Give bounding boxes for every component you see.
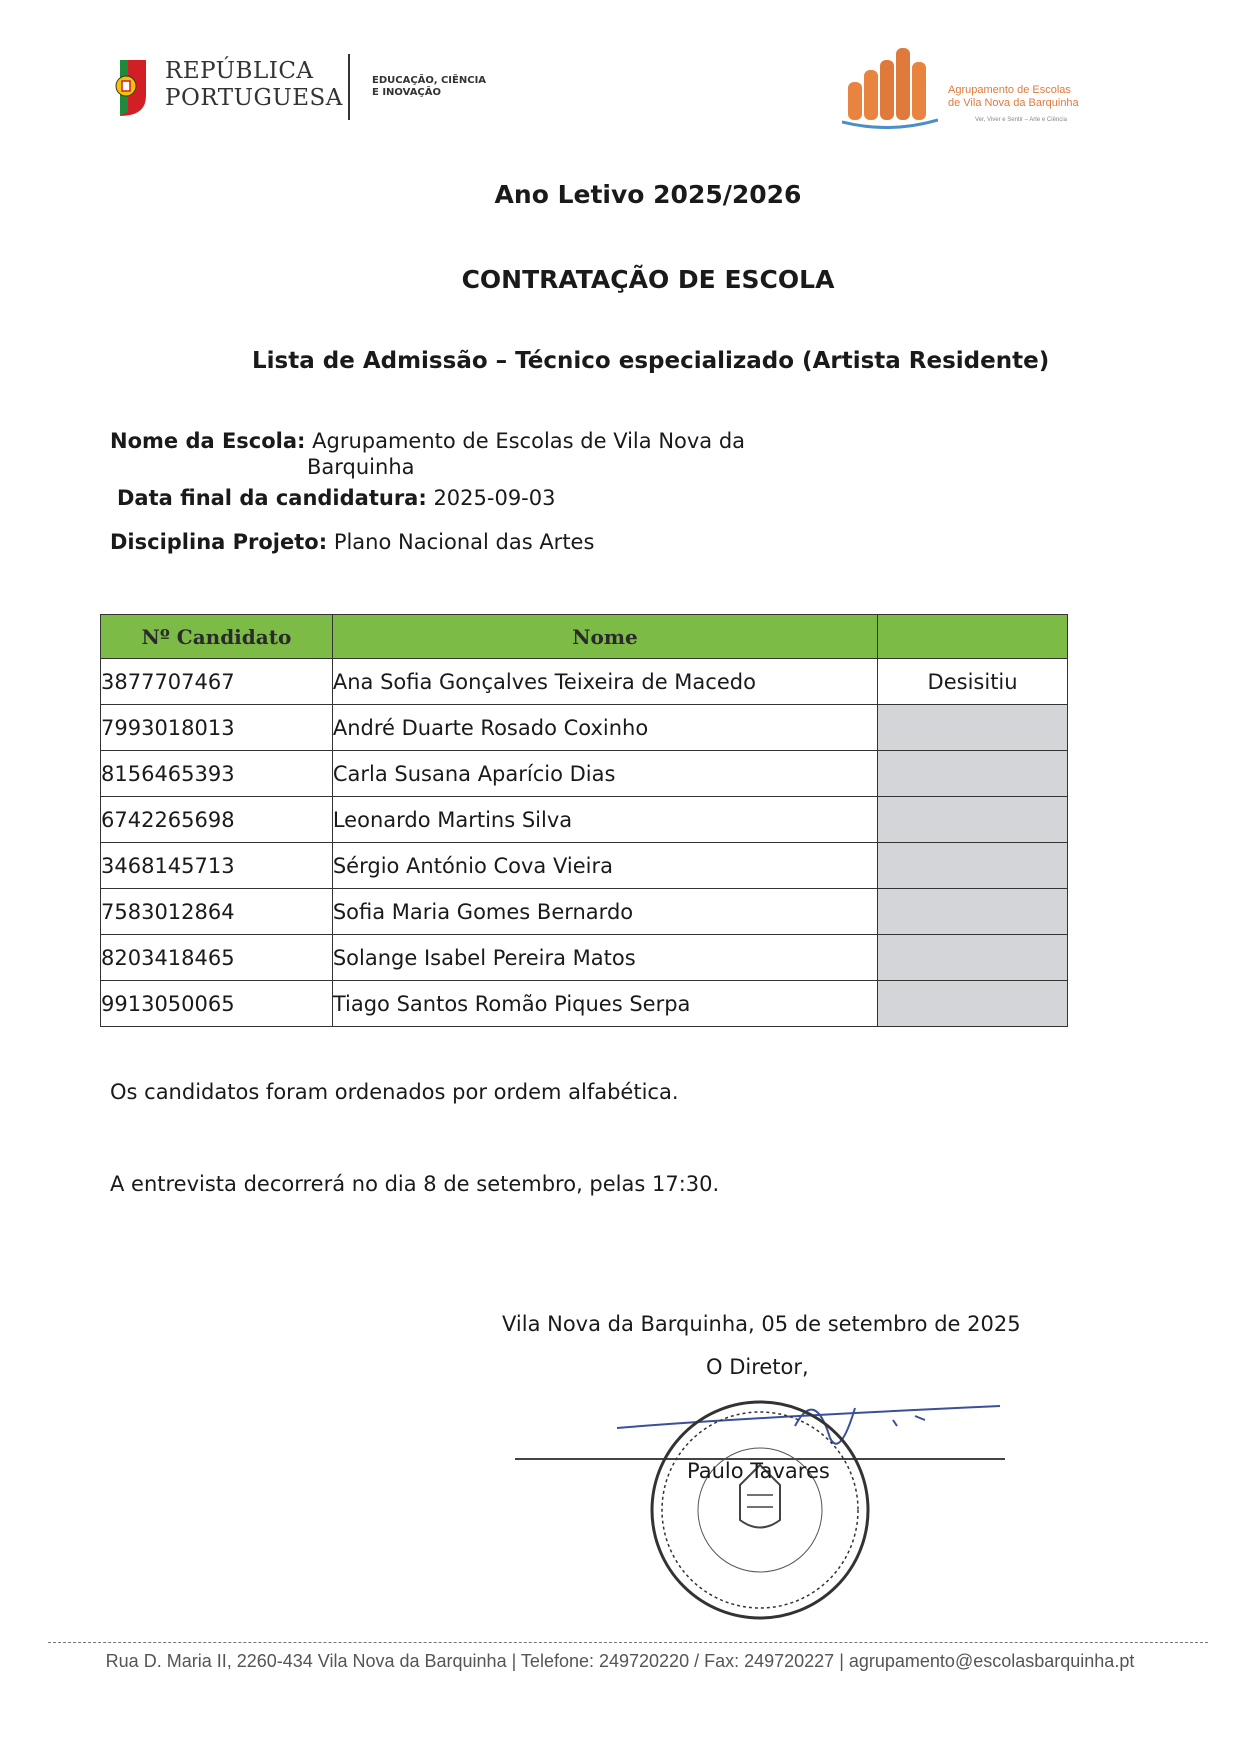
school-year: Ano Letivo 2025/2026 (494, 180, 802, 209)
candidate-name: Leonardo Martins Silva (332, 797, 877, 843)
candidate-status (878, 751, 1068, 797)
table-row (101, 659, 1068, 705)
candidate-number: 3468145713 (101, 843, 333, 889)
school-value-line-2: Barquinha (307, 455, 415, 479)
candidate-number: 9913050065 (101, 981, 333, 1027)
signatory-name: Paulo Tavares (687, 1459, 830, 1483)
school-logo-line-2: de Vila Nova da Barquinha (948, 97, 1079, 109)
candidates-table (100, 614, 1068, 1027)
header-name: Nome (332, 615, 877, 659)
ministry-line-2: E INOVAÇÃO (372, 87, 442, 98)
ministry-name (372, 75, 486, 99)
republica-portuguesa-logo (106, 56, 154, 120)
table-row (101, 751, 1068, 797)
school-group-logo (842, 42, 938, 132)
list-subtitle: Lista de Admissão – Técnico especializado (Artista Residente) (252, 348, 1050, 374)
deadline-value: 2025-09-03 (433, 486, 556, 510)
header-status (878, 615, 1068, 659)
table-row (101, 797, 1068, 843)
order-note: Os candidatos foram ordenados por ordem alfabética. (110, 1080, 679, 1104)
candidate-number: 8156465393 (101, 751, 333, 797)
table-row (101, 889, 1068, 935)
candidate-name: Tiago Santos Romão Piques Serpa (332, 981, 877, 1027)
header-candidate-number: Nº Candidato (101, 615, 333, 659)
table-header-row (101, 615, 1068, 659)
candidate-number: 7583012864 (101, 889, 333, 935)
candidate-status: Desisitiu (878, 659, 1068, 705)
discipline-value: Plano Nacional das Artes (333, 530, 595, 554)
candidate-number: 7993018013 (101, 705, 333, 751)
footer-address: Rua D. Maria II, 2260-434 Vila Nova da Barquinha | Telefone: 249720220 / Fax: 249720227 | agrupamento@escolasbarquinha.pt (105, 1651, 1135, 1671)
footer-divider (48, 1642, 1208, 1643)
school-label: Nome da Escola: (110, 429, 306, 453)
ministry-line-1: EDUCAÇÃO, CIÊNCIA (372, 75, 487, 86)
candidate-number: 6742265698 (101, 797, 333, 843)
candidate-status (878, 843, 1068, 889)
signatory-role: O Diretor, (706, 1355, 809, 1379)
table-row (101, 843, 1068, 889)
candidate-number: 3877707467 (101, 659, 333, 705)
government-name (165, 58, 343, 112)
place-date: Vila Nova da Barquinha, 05 de setembro de 2025 (502, 1312, 1021, 1336)
official-stamp (645, 1395, 875, 1625)
school-group-logo-text (948, 84, 1079, 110)
table-row (101, 705, 1068, 751)
candidate-status (878, 889, 1068, 935)
candidate-name: Solange Isabel Pereira Matos (332, 935, 877, 981)
candidate-number: 8203418465 (101, 935, 333, 981)
candidate-name: Sofia Maria Gomes Bernardo (332, 889, 877, 935)
candidate-status (878, 797, 1068, 843)
deadline-label: Data final da candidatura: (117, 486, 427, 510)
candidate-name: Carla Susana Aparício Dias (332, 751, 877, 797)
table-row (101, 981, 1068, 1027)
school-logo-line-1: Agrupamento de Escolas (948, 84, 1071, 96)
interview-note: A entrevista decorrerá no dia 8 de setembro, pelas 17:30. (110, 1172, 720, 1196)
header-divider (348, 54, 350, 120)
discipline-label: Disciplina Projeto: (110, 530, 328, 554)
candidate-status (878, 705, 1068, 751)
school-name-field (110, 428, 745, 454)
candidate-name: Ana Sofia Gonçalves Teixeira de Macedo (332, 659, 877, 705)
school-logo-tagline: Ver, Viver e Sentir – Arte e Ciência (975, 117, 1067, 123)
school-value-line-1: Agrupamento de Escolas de Vila Nova da (312, 429, 746, 453)
page-title: CONTRATAÇÃO DE ESCOLA (461, 265, 835, 294)
gov-line-1: REPÚBLICA (165, 58, 314, 84)
discipline-field (110, 529, 594, 555)
candidate-status (878, 935, 1068, 981)
candidate-status (878, 981, 1068, 1027)
table-row (101, 935, 1068, 981)
candidate-name: Sérgio António Cova Vieira (332, 843, 877, 889)
candidate-name: André Duarte Rosado Coxinho (332, 705, 877, 751)
deadline-field (117, 485, 555, 511)
gov-line-2: PORTUGUESA (165, 85, 343, 111)
